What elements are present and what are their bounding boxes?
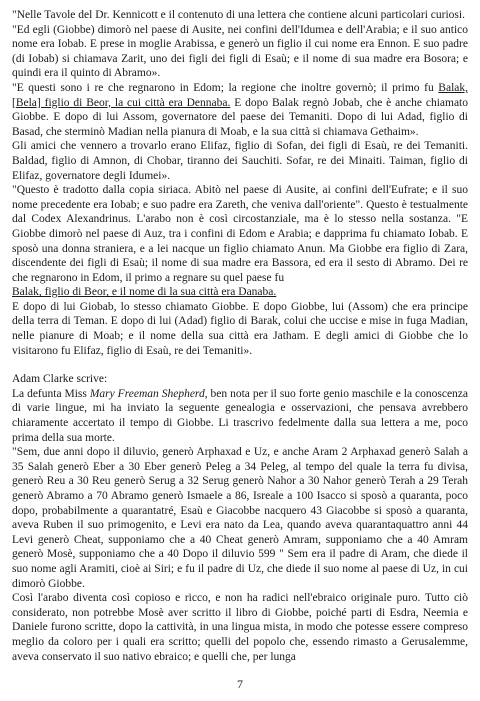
paragraph-arabic: Così l'arabo diventa così copioso e ricco, e non ha radici nell'ebraico originale puro. Tutto ciò considerato, non potrebbe Mosè aver scritto il libro di Giobbe, poiché parti di Esdra, Neemia e Daniele furono scritte, dopo la cattività, in una lingua mista, in modo che potesse essere compreso meglio da coloro per i quali era scritto; quelli del popolo che, essendo rimasto a Gerusalemme, aveva conservato il suo nativo ebraico; e quelli che, per lunga — [12, 592, 468, 663]
paragraph-kings-of-edom — [12, 81, 468, 139]
shepherd-text-end: , ben nota per il suo forte genio maschile e la conoscenza di varie lingue, mi ha inviato la seguente genealogia e osservazioni, che pensava avrebbero chiaramente accertato il tempo di Giobbe. Li trascrivo fedelmente dalla sua lettera a me, poco prima della sua morte. — [12, 387, 468, 444]
paragraph-friends: Gli amici che vennero a trovarlo erano Elifaz, figlio di Sofan, dei figli di Esaù, re dei Temaniti. Baldad, figlio di Amnon, di Chobar, tiranno dei Sauchiti. Sofar, re dei Minaiti. Taiman, figlio di Elifaz, governatore degli Idumei». — [12, 140, 468, 182]
balak-danaba-underlined: Balak, figlio di Beor, e il nome di la sua città era Danaba. — [12, 286, 277, 299]
document-page — [12, 8, 468, 668]
paragraph-balak-line — [12, 285, 468, 300]
paragraph-gap — [12, 358, 468, 372]
paragraph-shepherd — [12, 387, 468, 445]
kings-text-start: "E questi sono i re che regnarono in Edom; la regione che inoltre governò; il primo fu — [12, 81, 439, 94]
paragraph-kennicott: "Nelle Tavole del Dr. Kennicott e il contenuto di una lettera che contiene alcuni particolari curiosi. — [12, 9, 465, 21]
paragraph-genealogy: "Sem, due anni dopo il diluvio, generò Arphaxad e Uz, e anche Aram 2 Arphaxad generò Salah a 35 Salah generò Eber a 30 Eber generò Peleg a 34 Peleg, al tempo del quale la terra fu divisa, generò Reu a 30 Reu generò Serug a 32 Serug generò Nahor a 30 Nahor generò Terah a 29 Terah generò Abramo a 70 Abramo generò Ismaele a 86, Isreale a 100 Isacco si sposò a quaranta, poco dopo, probabilmente a quarantatré, Esaù e Giacobbe nacquero 43 Giacobbe si sposò a quaranta, aveva Ruben il suo primogenito, e Levi era nato da Lea, quando aveva quarantaquattro anni 44 Levi generò Cheat, supponiamo che a 40 Cheat generò Amram, supponiamo che a 40 Amram generò Mosè, supponiamo che a 40 Dopo il diluvio 599 " Sem era il padre di Aram, che diede il suo nome agli Aramiti, cioè ai Siri; e fu il padre di Uz, che diede il suo nome al paese di Uz, in cui dimorò Giobbe. — [12, 446, 468, 590]
paragraph-syriac-copy: "Questo è tradotto dalla copia siriaca. Abitò nel paese di Ausite, ai confini dell'Eufrate; e il suo nome precedente era Iobab; e suo padre era Zareth, che veniva dall'oriente". Questo è testualmente dal Codex Alexandrinus. L'arabo non è così circostanziale, ma è lo stesso nella sostanza. "E Giobbe dimorò nel paese di Auz, tra i confini di Edom e Arabia; e dapprima fu chiamato Iobab. E sposò una donna straniera, e a lei nacque un figlio chiamato Anun. Ma Giobbe era figlio di Zara, discendente dei figli di Esaù; il nome di sua madre era Bassora, ed era il sesto di Abramo. Dei re che regnarono in Edom, il primo a regnare su quel paese fu — [12, 184, 468, 284]
shepherd-text-start: La defunta Miss — [12, 387, 90, 400]
paragraph-job-dwelling: "Ed egli (Giobbe) dimorò nel paese di Ausite, nei confini dell'Idumea e dell'Arabia; e il suo antico nome era Iobab. E prese in moglie Arabissa, e generò un figlio il cui nome era Ennon. E suo padre (di Iobab) si chiamava Zarit, uno dei figli dei figli di Esaù; e il nome di sua madre era Bosora; e quindi era il quinto di Abramo». — [12, 23, 468, 80]
shepherd-name-italic: Mary Freeman Shepherd — [89, 387, 205, 400]
paragraph-giobab: E dopo di lui Giobab, lo stesso chiamato Giobbe. E dopo Giobbe, lui (Assom) che era principe della terra di Teman. E dopo di lui (Adad) figlio di Barak, colui che uccise e mise in fuga Madian, nelle pianure di Moab; e il nome della sua città era Jatham. E degli amici di Giobbe che lo visitarono fu Elifaz, figlio di Esaù, re dei Temaniti». — [12, 300, 468, 357]
paragraph-adam-clarke: Adam Clarke scrive: — [12, 373, 108, 386]
page-number: 7 — [237, 677, 243, 691]
balak-underlined: Balak, [Bela] figlio di Beor, la cui città era Dennaba. — [12, 81, 468, 109]
kings-text-end: E dopo Balak regnò Jobab, che è anche chiamato Giobbe. E dopo di lui Assom, governatore del paese dei Temaniti. Dopo di lui Adad, figlio di Basad, che sterminò Madian nella pianura di Moab, e la sua città si chiamava Gethaim». — [12, 96, 468, 138]
